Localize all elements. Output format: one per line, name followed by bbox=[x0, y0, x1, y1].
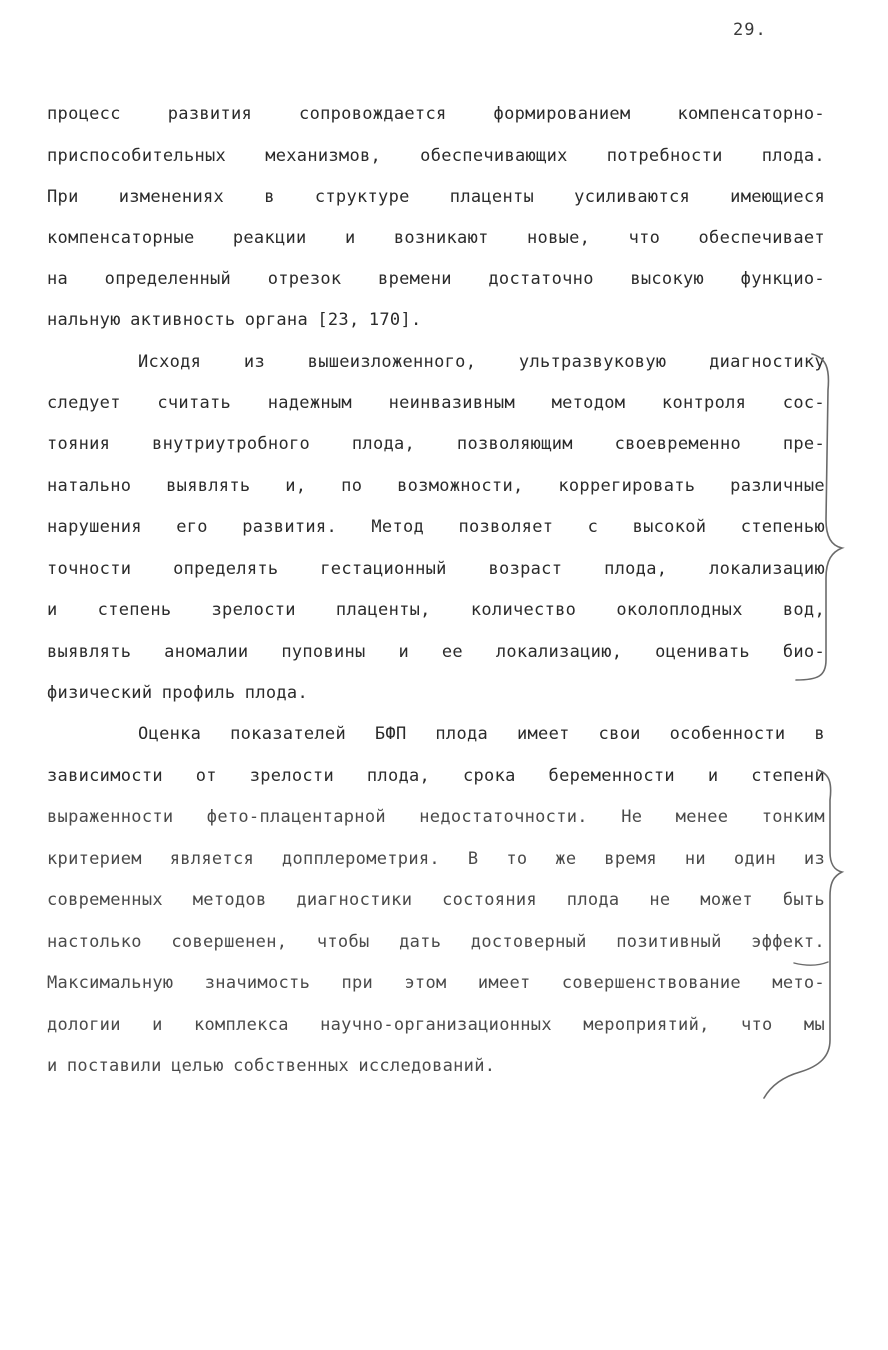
word: настолько bbox=[47, 932, 142, 952]
word: методов bbox=[192, 890, 267, 910]
text-line bbox=[138, 724, 825, 744]
word: степень bbox=[97, 600, 172, 620]
text-line bbox=[47, 600, 825, 620]
word: достаточно bbox=[488, 269, 594, 289]
word: плаценты bbox=[449, 187, 535, 207]
word: плода, bbox=[366, 766, 431, 786]
word: определенный bbox=[104, 269, 232, 289]
word: время bbox=[604, 849, 657, 869]
word: допплерометрия. bbox=[281, 849, 440, 869]
word: 170]. bbox=[368, 310, 422, 330]
word: высокую bbox=[630, 269, 705, 289]
text-line bbox=[47, 1056, 825, 1076]
word: локализацию, bbox=[495, 642, 623, 662]
word: вышеизложенного, bbox=[307, 352, 477, 372]
word: приспособительных bbox=[47, 146, 227, 166]
text-line bbox=[47, 1015, 825, 1035]
word: с bbox=[587, 517, 599, 537]
word: реакции bbox=[232, 228, 307, 248]
word: позитивный bbox=[616, 932, 722, 952]
word: пуповины bbox=[281, 642, 366, 662]
text-line bbox=[47, 104, 825, 124]
word: что bbox=[740, 1015, 773, 1035]
word: из bbox=[243, 352, 265, 372]
word: околоплодных bbox=[616, 600, 743, 620]
word: возможности, bbox=[397, 476, 524, 496]
word: свои bbox=[598, 724, 641, 744]
word: выявлять bbox=[47, 642, 132, 662]
word: Метод bbox=[371, 517, 425, 537]
word: собственных bbox=[233, 1056, 349, 1076]
word: оценивать bbox=[655, 642, 750, 662]
word: количество bbox=[470, 600, 577, 620]
word: при bbox=[341, 973, 374, 993]
word: достоверный bbox=[470, 932, 587, 952]
word: функцио- bbox=[740, 269, 825, 289]
text-line bbox=[47, 807, 825, 827]
text-line bbox=[47, 476, 825, 496]
word: совершенен, bbox=[171, 932, 288, 952]
word: один bbox=[733, 849, 776, 869]
word: вод, bbox=[782, 600, 825, 620]
word: методом bbox=[551, 393, 626, 413]
word: совершенствование bbox=[561, 973, 741, 993]
word: плаценты, bbox=[335, 600, 431, 620]
word: из bbox=[803, 849, 825, 869]
word: физический bbox=[47, 683, 153, 703]
word: развития bbox=[167, 104, 253, 124]
word: контроля bbox=[661, 393, 747, 413]
word: возраст bbox=[488, 559, 563, 579]
text-line bbox=[47, 434, 825, 454]
word: мероприятий, bbox=[583, 1015, 710, 1035]
word: этом bbox=[404, 973, 447, 993]
word: и bbox=[47, 600, 58, 620]
word: Максимальную bbox=[47, 973, 174, 993]
text-line bbox=[47, 766, 825, 786]
word: считать bbox=[157, 393, 232, 413]
word: особенности bbox=[669, 724, 786, 744]
word: ни bbox=[684, 849, 706, 869]
word: надежным bbox=[267, 393, 352, 413]
word: имеет bbox=[477, 973, 531, 993]
word: новые, bbox=[527, 228, 591, 248]
word: дологии bbox=[47, 1015, 121, 1035]
word: неинвазивным bbox=[388, 393, 515, 413]
word: менее bbox=[675, 807, 729, 827]
word: различные bbox=[730, 476, 825, 496]
bracket-tick bbox=[794, 962, 828, 965]
word: активность bbox=[130, 310, 236, 330]
text-line bbox=[47, 517, 825, 537]
word: плода bbox=[566, 890, 620, 910]
word: процесс bbox=[47, 104, 121, 124]
text-line bbox=[47, 146, 825, 166]
text-line bbox=[47, 642, 825, 662]
word: нальную bbox=[47, 310, 121, 330]
word: определять bbox=[173, 559, 279, 579]
word: значимость bbox=[204, 973, 311, 993]
word: целью bbox=[171, 1056, 224, 1076]
word: локализацию bbox=[709, 559, 825, 579]
word: компенсаторные bbox=[47, 228, 195, 248]
word: плода, bbox=[351, 434, 416, 454]
word: диагностики bbox=[296, 890, 413, 910]
word: структуре bbox=[314, 187, 410, 207]
word: био- bbox=[782, 642, 825, 662]
word: и bbox=[344, 228, 356, 248]
word: то bbox=[506, 849, 528, 869]
word: может bbox=[700, 890, 753, 910]
word: степени bbox=[751, 766, 825, 786]
word: плода. bbox=[244, 683, 309, 703]
word: является bbox=[169, 849, 255, 869]
word: не bbox=[649, 890, 671, 910]
word: точности bbox=[47, 559, 132, 579]
word: времени bbox=[378, 269, 452, 289]
word: плода. bbox=[761, 146, 825, 166]
word: зависимости bbox=[47, 766, 163, 786]
word: же bbox=[555, 849, 577, 869]
word: При bbox=[47, 187, 79, 207]
word: аномалии bbox=[164, 642, 249, 662]
word: обеспечивает bbox=[698, 228, 825, 248]
text-line bbox=[47, 228, 825, 248]
word: формированием bbox=[493, 104, 631, 124]
word: по bbox=[341, 476, 363, 496]
word: состояния bbox=[442, 890, 537, 910]
word: показателей bbox=[230, 724, 346, 744]
word: комплекса bbox=[193, 1015, 289, 1035]
word: коррегировать bbox=[558, 476, 696, 496]
word: критерием bbox=[47, 849, 142, 869]
word: изменениях bbox=[118, 187, 225, 207]
word: ее bbox=[441, 642, 463, 662]
word: диагностику bbox=[709, 352, 825, 372]
word: БФП bbox=[374, 724, 407, 744]
text-line bbox=[47, 849, 825, 869]
text-line bbox=[47, 393, 825, 413]
word: срока bbox=[462, 766, 516, 786]
word: недостаточности. bbox=[419, 807, 588, 827]
word: от bbox=[195, 766, 217, 786]
text-line bbox=[47, 932, 825, 952]
word: в bbox=[814, 724, 825, 744]
word: его bbox=[176, 517, 208, 537]
word: тояния bbox=[47, 434, 111, 454]
word: плода bbox=[435, 724, 489, 744]
word: развития. bbox=[242, 517, 338, 537]
word: обеспечивающих bbox=[420, 146, 568, 166]
word: позволяющим bbox=[456, 434, 573, 454]
word: В bbox=[467, 849, 479, 869]
word: плода, bbox=[604, 559, 668, 579]
word: имеет bbox=[516, 724, 570, 744]
word: Оценка bbox=[138, 724, 202, 744]
word: выраженности bbox=[47, 807, 174, 827]
word: зрелости bbox=[249, 766, 334, 786]
word: исследований. bbox=[358, 1056, 496, 1076]
word: на bbox=[47, 269, 69, 289]
word: пре- bbox=[782, 434, 825, 454]
word: профиль bbox=[161, 683, 236, 703]
word: зрелости bbox=[211, 600, 296, 620]
word: беременности bbox=[548, 766, 675, 786]
word: мы bbox=[803, 1015, 825, 1035]
word: внутриутробного bbox=[152, 434, 311, 454]
text-line bbox=[138, 352, 825, 372]
word: и, bbox=[285, 476, 307, 496]
word: степенью bbox=[740, 517, 825, 537]
word: и bbox=[152, 1015, 163, 1035]
word: имеющиеся bbox=[730, 187, 825, 207]
word: эффект. bbox=[751, 932, 825, 952]
word: гестационный bbox=[320, 559, 447, 579]
word: выявлять bbox=[166, 476, 251, 496]
word: и bbox=[47, 1056, 58, 1076]
word: своевременно bbox=[614, 434, 742, 454]
word: органа bbox=[244, 310, 309, 330]
word: позволяет bbox=[458, 517, 554, 537]
word: высокой bbox=[632, 517, 707, 537]
word: нарушения bbox=[47, 517, 142, 537]
word: отрезок bbox=[267, 269, 342, 289]
text-line bbox=[47, 890, 825, 910]
word: ультразвуковую bbox=[518, 352, 667, 372]
word: усиливаются bbox=[574, 187, 691, 207]
word: фето-плацентарной bbox=[206, 807, 386, 827]
word: Не bbox=[621, 807, 643, 827]
word: поставили bbox=[66, 1056, 162, 1076]
text-line bbox=[47, 269, 825, 289]
word: механизмов, bbox=[265, 146, 382, 166]
word: и bbox=[398, 642, 410, 662]
text-line bbox=[47, 310, 825, 330]
word: тонким bbox=[761, 807, 825, 827]
word: [23, bbox=[317, 310, 360, 330]
word: быть bbox=[782, 890, 825, 910]
word: потребности bbox=[606, 146, 723, 166]
word: сопровождается bbox=[299, 104, 447, 124]
word: Исходя bbox=[138, 352, 202, 372]
word: натально bbox=[47, 476, 132, 496]
word: мето- bbox=[772, 973, 825, 993]
word: современных bbox=[47, 890, 163, 910]
page-number: 29. bbox=[733, 20, 767, 40]
text-line bbox=[47, 683, 825, 703]
word: возникают bbox=[393, 228, 489, 248]
word: компенсаторно- bbox=[677, 104, 825, 124]
word: что bbox=[628, 228, 661, 248]
word: научно-организационных bbox=[320, 1015, 552, 1035]
word: дать bbox=[399, 932, 442, 952]
word: и bbox=[707, 766, 719, 786]
word: в bbox=[264, 187, 275, 207]
text-line bbox=[47, 559, 825, 579]
text-line bbox=[47, 187, 825, 207]
word: чтобы bbox=[316, 932, 370, 952]
text-line bbox=[47, 973, 825, 993]
word: следует bbox=[47, 393, 121, 413]
word: сос- bbox=[782, 393, 825, 413]
